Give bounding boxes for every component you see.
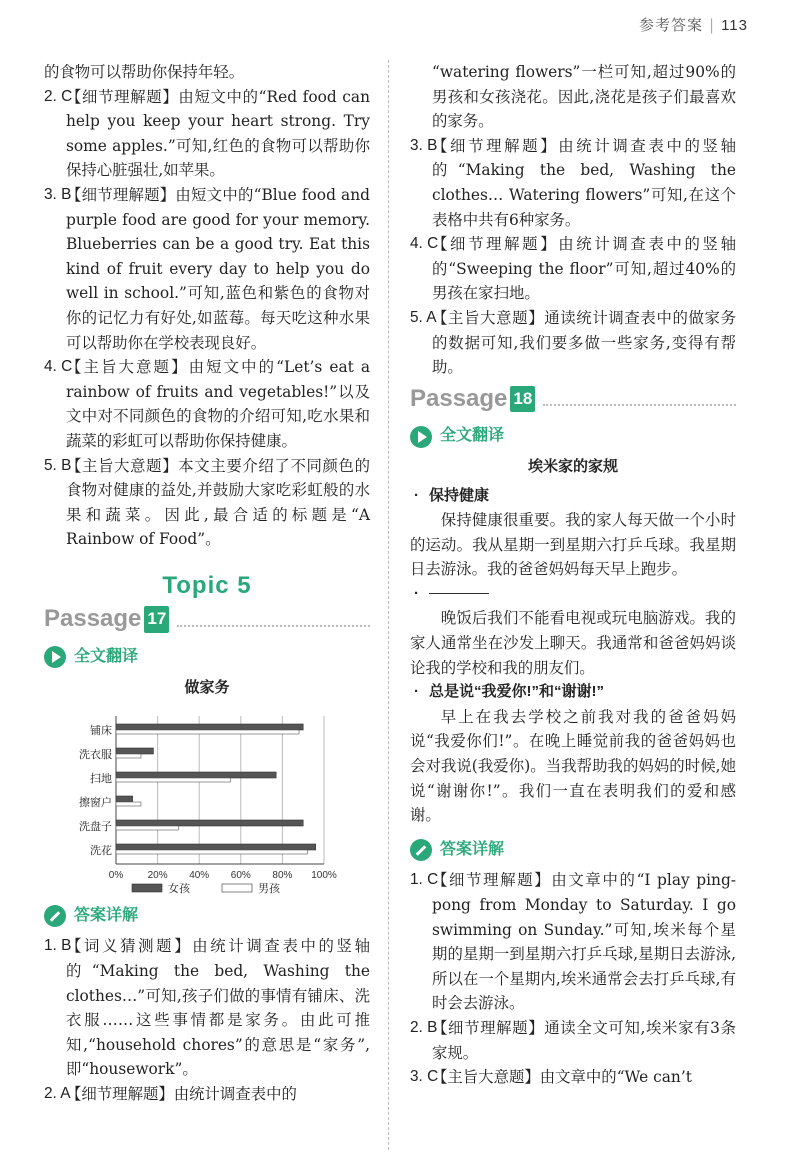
page-number: 113: [721, 17, 748, 34]
paragraph: 晚饭后我们不能看电视或玩电脑游戏。我的家人通常坐在沙发上聊天。我通常和爸爸妈妈谈论我的学校和我的朋友们。: [410, 609, 736, 677]
bar-girls: [116, 772, 276, 778]
passage-number: 17: [144, 606, 169, 633]
bar-boys: [116, 850, 307, 854]
blank-line: [429, 593, 489, 594]
paragraph: 早上在我去学校之前我对我的爸爸妈妈说“我爱你们!”。在晚上睡觉前我的爸爸妈妈也会对我说(我爱你)。当我帮助我的妈妈的时候,她说“谢谢你!”。我们一直在表明我们的爱和感谢。: [410, 707, 736, 825]
rule-heading: · 总是说“我爱你!”和“谢谢!”: [414, 683, 604, 701]
y-tick-label: 擦窗户: [79, 796, 112, 810]
play-icon: [410, 426, 432, 448]
article-title: 埃米家的家规: [527, 457, 618, 475]
x-tick-label: 80%: [272, 870, 293, 882]
rule-heading: · 保持健康: [414, 486, 490, 504]
topic-heading: Topic 5: [162, 571, 252, 599]
answer-item: 5. A 【主旨大意题】通读统计调查表中的做家务的数据可知,我们要多做一些家务,变得有帮助。: [410, 308, 736, 377]
x-tick-label: 0%: [108, 870, 124, 882]
answer-item: 2. B 【细节理解题】通读全文可知,埃米家有3条家规。: [410, 1018, 736, 1062]
column-divider: [388, 60, 389, 1150]
y-tick-label: 洗花: [90, 844, 112, 858]
section-answers: 答案详解: [410, 838, 736, 863]
answer-item: 3. C 【主旨大意题】由文章中的“We can’t: [410, 1068, 692, 1087]
section-translation: 全文翻译: [44, 645, 370, 670]
passage-heading: Passage 18: [410, 386, 736, 413]
answer-item: 3. B 【细节理解题】由短文中的“Blue food and purple food are good for your memory. Blueberries can be a good try. Eat this kind of fruit every day to help you do well in school.”可知,蓝色和紫色的食物对你的记忆力有好处,如蓝莓。每天吃这种水果可以帮助你在学校表现良好。: [44, 185, 370, 352]
y-tick-label: 扫地: [90, 772, 112, 786]
play-icon: [44, 646, 66, 668]
x-tick-label: 100%: [311, 870, 337, 882]
legend-swatch-girls: [132, 884, 162, 892]
bar-girls: [116, 724, 303, 730]
section-translation: 全文翻译: [410, 424, 736, 449]
answer-item: “watering flowers”一栏可知,超过90%的男孩和女孩浇花。因此,浇花是孩子们最喜欢的家务。: [432, 63, 736, 131]
bar-chart: [44, 700, 370, 896]
bar-girls: [116, 844, 316, 850]
left-intro: 的食物可以帮助你保持年轻。: [44, 63, 245, 81]
legend-swatch-boys: [222, 884, 252, 892]
pen-icon: [410, 839, 432, 861]
legend-label-girls: 女孩: [168, 882, 190, 896]
y-tick-label: 洗盘子: [79, 820, 112, 834]
y-tick-label: 洗衣服: [79, 748, 112, 762]
answer-item: 1. C 【细节理解题】由文章中的“I play ping-pong from Monday to Saturday. I go swimming on Sunday.”可知,埃米每个星期的星期一到星期六打乒乓球,星期日去游泳,所以在一个星期内,埃米通常会去打乒乓球,有时会去游泳。: [410, 871, 736, 1013]
answer-item: 4. C 【主旨大意题】由短文中的“Let’s eat a rainbow of fruits and vegetables!”以及文中对不同颜色的食物的介绍可知,吃水果和蔬菜的彩虹可以帮助你保持健康。: [44, 358, 370, 450]
left-column: [44, 60, 370, 1107]
bar-boys: [116, 730, 299, 734]
x-tick-label: 40%: [189, 870, 210, 882]
pen-icon: [44, 905, 66, 927]
right-column: [410, 60, 736, 1090]
bar-boys: [116, 778, 230, 782]
y-tick-label: 铺床: [90, 724, 112, 738]
answer-item: 2. A 【细节理解题】由统计调查表中的: [44, 1085, 297, 1103]
bar-boys: [116, 826, 178, 830]
answer-item: 1. B 【词义猜测题】由统计调查表中的竖轴的“Making the bed, Washing the clothes…”可知,孩子们做的事情有铺床、洗衣服……这些事情都是家务。由此可推知,“household chores”的意思是“家务”,即“housework”。: [44, 937, 370, 1079]
rule-heading-blank: ·: [410, 582, 736, 607]
legend-label-boys: 男孩: [258, 882, 280, 896]
x-tick-label: 20%: [147, 870, 168, 882]
answer-item: 5. B 【主旨大意题】本文主要介绍了不同颜色的食物对健康的益处,并鼓励大家吃彩虹般的水果和蔬菜。因此,最合适的标题是“A Rainbow of Food”。: [44, 456, 370, 549]
answer-item: 3. B 【细节理解题】由统计调查表中的竖轴的“Making the bed, Washing the clothes… Watering flowers”可知,在这个表格中共有6种家务。: [410, 136, 736, 229]
section-answers: 答案详解: [44, 904, 370, 929]
header-text: 参考答案: [639, 16, 704, 34]
answer-item: 2. C 【细节理解题】由短文中的“Red food can help you keep your heart strong. Try some apples.”可知,红色的食物可以帮助你保持心脏强壮,如苹果。: [44, 87, 370, 180]
bar-girls: [116, 796, 133, 802]
chart-title: 做家务: [184, 678, 230, 696]
bar-boys: [116, 802, 141, 806]
page-header: 参考答案 | 113: [639, 16, 748, 34]
bar-boys: [116, 754, 141, 758]
x-tick-label: 60%: [230, 870, 251, 882]
answer-item: 4. C 【细节理解题】由统计调查表中的竖轴的“Sweeping the floor”可知,超过40%的男孩在家扫地。: [410, 235, 736, 303]
passage-number: 18: [510, 386, 535, 413]
passage-heading: Passage 17: [44, 606, 370, 633]
bar-girls: [116, 748, 153, 754]
paragraph: 保持健康很重要。我的家人每天做一个小时的运动。我从星期一到星期六打乒乓球。我星期日去游泳。我的爸爸妈妈每天早上跑步。: [410, 511, 736, 579]
bar-girls: [116, 820, 303, 826]
